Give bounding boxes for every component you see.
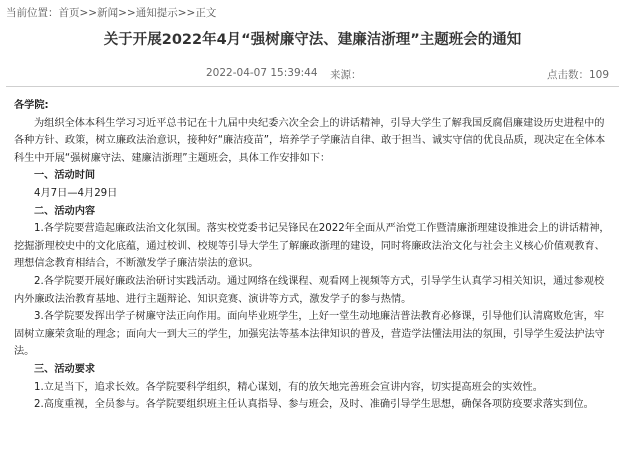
publish-date: 2022-04-07 15:39:44	[206, 67, 318, 79]
requirement-item: 2.高度重视，全员参与。各学院要组织班主任认真指导、参与班会，及时、准确引导学生思想，确保各项防疫要求落实到位。	[34, 399, 594, 411]
source-label: 来源：	[330, 69, 362, 81]
section-heading-content: 二、活动内容	[34, 205, 96, 217]
hit-count-label: 点击数：	[546, 69, 589, 81]
breadcrumb-prefix: 当前位置：	[6, 7, 59, 19]
hit-count-value: 109	[588, 69, 609, 81]
article-title: 关于开展2022年4月“强树廉守法、建廉洁浙理”主题班会的通知	[103, 32, 522, 48]
content-item: 3.各学院要发挥出学子树廉守法正向作用。面向毕业班学生，上好一堂生动地廉洁普法教育必修课，引导他们认清腐败危害，牢固树立廉荣贪耻的理念；面向大一到大三的学生，加强宪法等基本法律知识的普及，营造学法懂法用法的氛围，引导学生爱法护法守法。	[14, 311, 605, 358]
article-meta	[0, 67, 625, 85]
content-item: 2.各学院要开展好廉政法治研讨实践活动。通过网络在线课程、观看网上视频等方式，引导学生认真学习相关知识，通过参观校内外廉政法治教育基地、进行主题辩论、知识竞赛、演讲等方式，激发学子的参与热情。	[14, 275, 605, 305]
breadcrumb-separator: >>	[79, 7, 98, 19]
title-divider	[6, 86, 619, 87]
requirement-item: 1.立足当下，追求长效。各学院要科学组织，精心谋划，有的放矢地完善班会宣讲内容，切实提高班会的实效性。	[34, 381, 543, 393]
breadcrumb-separator: >>	[177, 7, 196, 19]
content-item: 1.各学院要营造起廉政法治文化氛围。落实校党委书记吴锋民在2022年全面从严治党工作暨清廉浙理建设推进会上的讲话精神，挖掘浙理校史中的文化底蕴，通过校训、校规等引导大学生了解廉政浙理的建设，同时将廉政法治文化与社会主义核心价值观教育、理想信念教育相结合，不断激发学子廉洁崇法的意识。	[14, 223, 610, 270]
section-heading-requirements: 三、活动要求	[34, 363, 96, 375]
breadcrumb-notices-link[interactable]: 通知提示	[135, 7, 178, 19]
section-heading-time: 一、活动时间	[34, 170, 96, 182]
hit-count	[547, 67, 609, 82]
activity-dates: 4月7日—4月29日	[34, 187, 118, 199]
breadcrumb-home-link[interactable]: 首页	[58, 7, 80, 19]
breadcrumb-current: 正文	[195, 7, 217, 19]
article-body	[14, 97, 613, 414]
intro-paragraph: 为组织全体本科生学习习近平总书记在十九届中央纪委六次全会上的讲话精神，引导大学生了解我国反腐倡廉建设历史进程中的各种方针、政策，树立廉政法治意识，接种好“廉洁疫苗”，培养学子学廉洁自律、敢于担当、诚实守信的优良品质，现决定在全体本科生中开展“强树廉守法、建廉洁浙理”主题班会，具体工作安排如下：	[14, 117, 606, 164]
breadcrumb-news-link[interactable]: 新闻	[97, 7, 119, 19]
salutation: 各学院:	[14, 100, 49, 111]
breadcrumb	[6, 5, 216, 20]
breadcrumb-separator: >>	[118, 7, 136, 19]
